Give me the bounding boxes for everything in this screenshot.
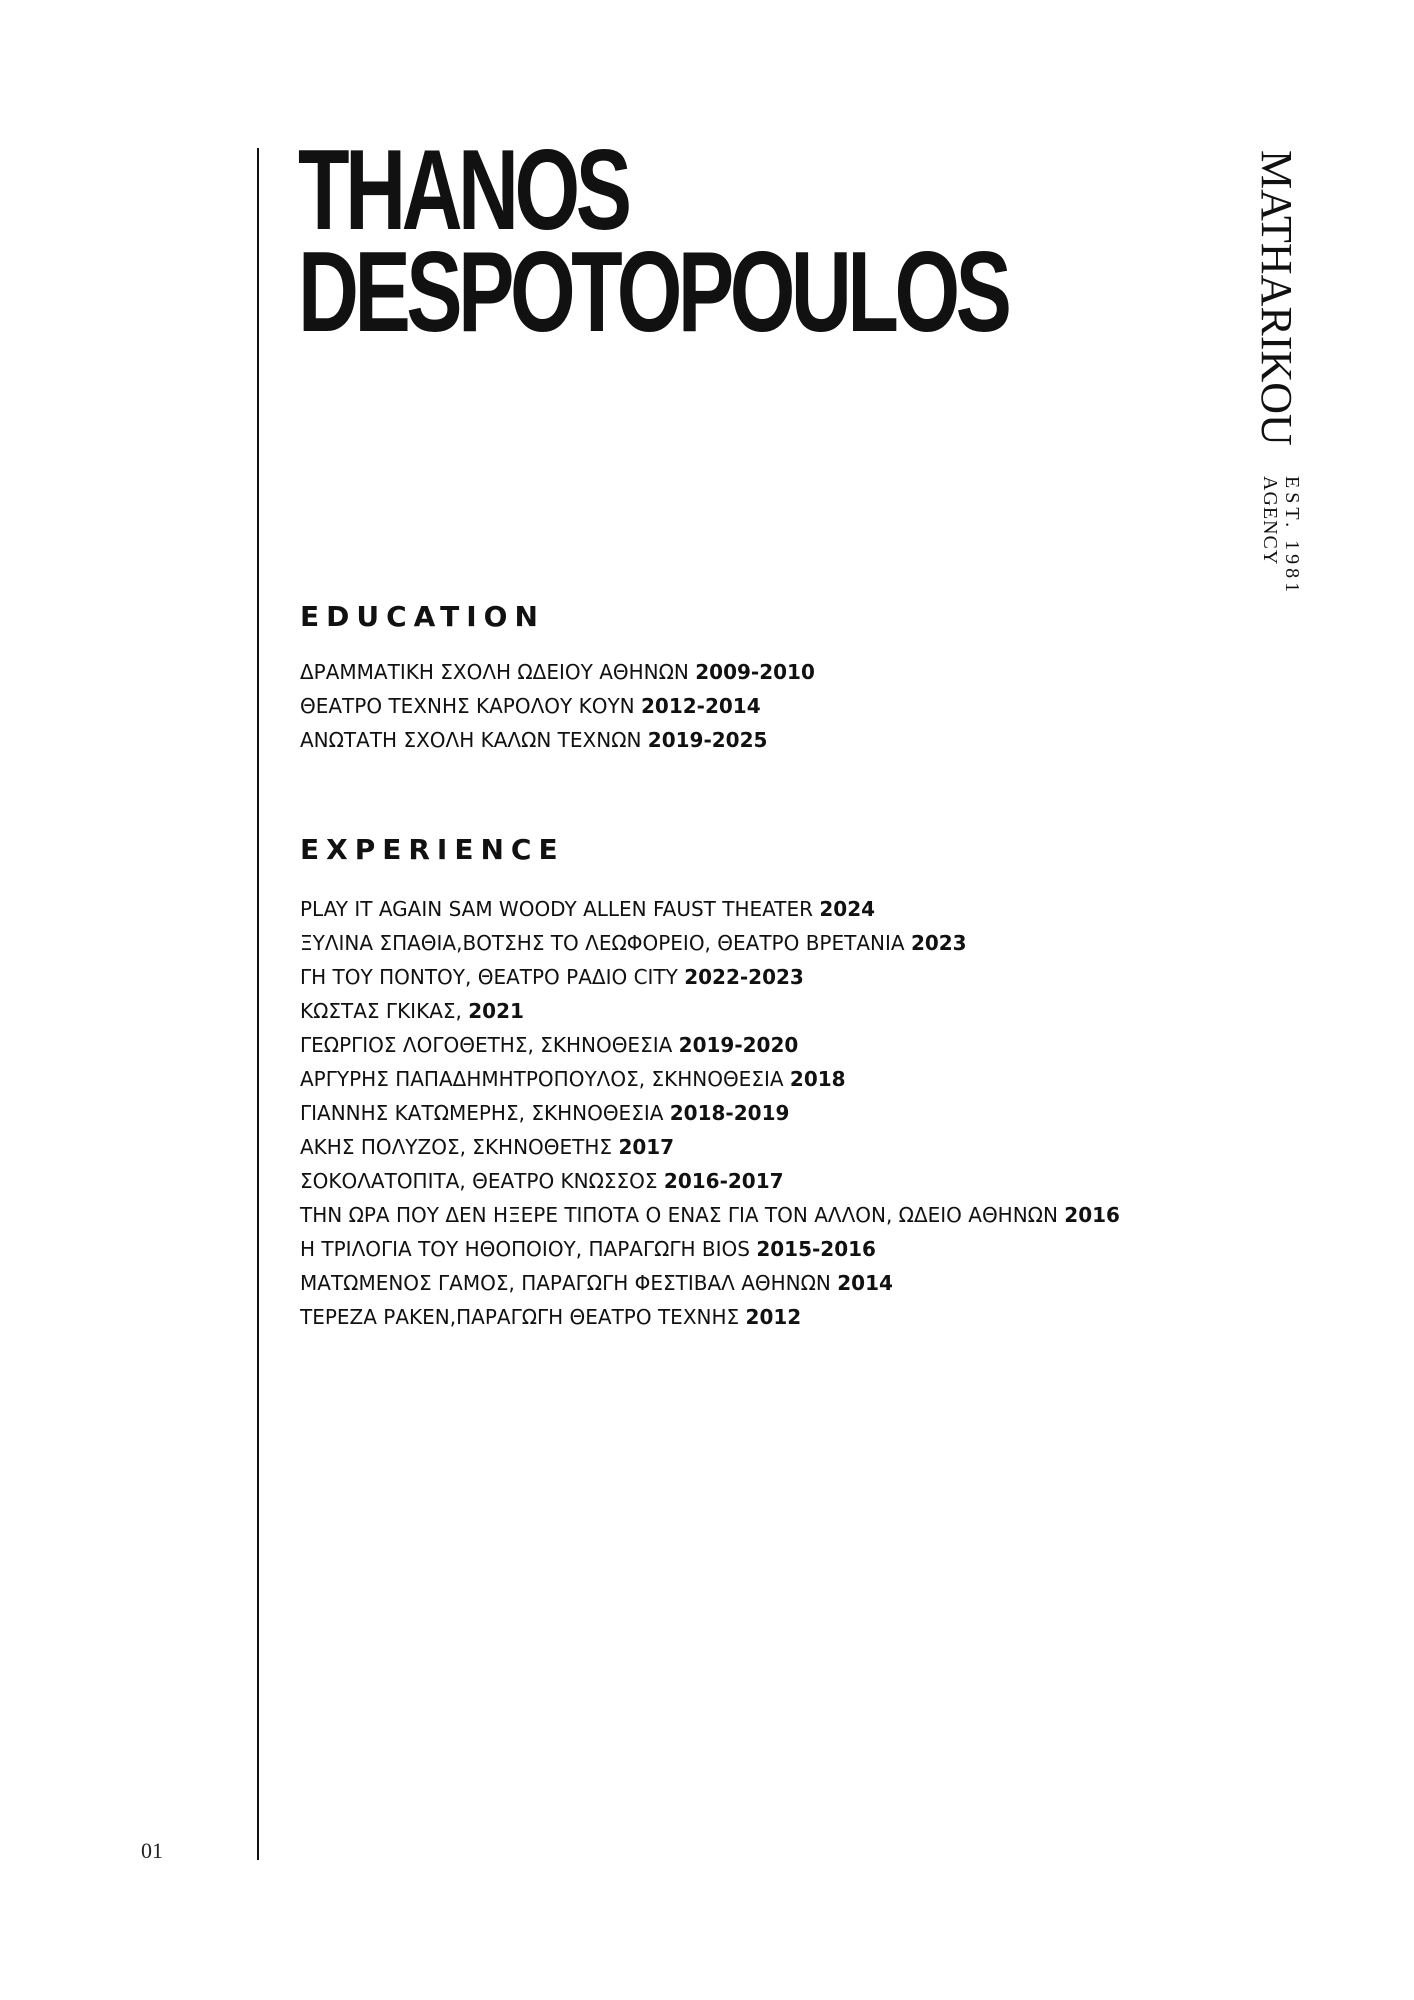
- experience-item-year: 2012: [745, 1305, 802, 1329]
- experience-item-text: ΤΗΝ ΩΡΑ ΠΟΥ ΔΕΝ ΗΞΕΡΕ ΤΙΠΟΤΑ Ο ΕΝΑΣ ΓΙΑ ΤΟΝ ΑΛΛΟΝ, ΩΔΕΙΟ ΑΘΗΝΩΝ: [300, 1203, 1065, 1227]
- experience-item: [300, 1232, 1120, 1266]
- experience-item-text: ΞΥΛΙΝΑ ΣΠΑΘΙΑ,ΒΟΤΣΗΣ ΤΟ ΛΕΩΦΟΡΕΙΟ, ΘΕΑΤΡΟ ΒΡΕΤΑΝΙΑ: [300, 931, 911, 955]
- experience-item-text: ΑΚΗΣ ΠΟΛΥΖΟΣ, ΣΚΗΝΟΘΕΤΗΣ: [300, 1135, 619, 1159]
- experience-item-year: 2017: [618, 1135, 675, 1159]
- education-title: EDUCATION: [300, 600, 545, 633]
- experience-item: [300, 1062, 1120, 1096]
- experience-item-text: ΤΕΡΕΖΑ ΡΑΚΕΝ,ΠΑΡΑΓΩΓΗ ΘΕΑΤΡΟ ΤΕΧΝΗΣ: [300, 1305, 746, 1329]
- experience-item-text: PLAY IT AGAIN SAM WOODY ALLEN FAUST THEATER: [300, 897, 820, 921]
- experience-item: [300, 892, 1120, 926]
- experience-item-year: 2016-2017: [663, 1169, 784, 1193]
- last-name: DESPOTOPOULOS: [298, 229, 1008, 356]
- experience-item-year: 2015-2016: [756, 1237, 876, 1261]
- experience-item-text: ΓΕΩΡΓΙΟΣ ΛΟΓΟΘΕΤΗΣ, ΣΚΗΝΟΘΕΣΙΑ: [300, 1033, 679, 1057]
- experience-item-year: 2021: [468, 999, 524, 1023]
- experience-item: [300, 1096, 1120, 1130]
- experience-item-year: 2018: [789, 1067, 846, 1091]
- education-item: [300, 723, 815, 757]
- experience-item: [300, 960, 1120, 994]
- experience-item: [300, 1300, 1120, 1334]
- experience-item: [300, 1028, 1120, 1062]
- experience-item-year: 2023: [910, 931, 967, 955]
- experience-item-text: ΑΡΓΥΡΗΣ ΠΑΠΑΔΗΜΗΤΡΟΠΟΥΛΟΣ, ΣΚΗΝΟΘΕΣΙΑ: [300, 1067, 790, 1091]
- experience-item-text: ΓΙΑΝΝΗΣ ΚΑΤΩΜΕΡΗΣ, ΣΚΗΝΟΘΕΣΙΑ: [300, 1101, 670, 1125]
- experience-title: EXPERIENCE: [300, 833, 565, 866]
- experience-item-text: Η ΤΡΙΛΟΓΙΑ ΤΟΥ ΗΘΟΠΟΙΟΥ, ΠΑΡΑΓΩΓΗ BIOS: [300, 1237, 757, 1261]
- education-list: [300, 655, 815, 757]
- experience-item-text: ΣΟΚΟΛΑΤΟΠΙΤΑ, ΘΕΑΤΡΟ ΚΝΩΣΣΟΣ: [300, 1169, 664, 1193]
- agency-name: MATHARIKOU: [1252, 150, 1301, 446]
- education-item-year: 2012-2014: [640, 694, 761, 718]
- first-name: THANOS: [298, 127, 628, 254]
- experience-item-year: 2022-2023: [684, 965, 804, 989]
- education-item: [300, 655, 815, 689]
- vertical-divider: [257, 148, 259, 1860]
- experience-item-year: 2018-2019: [669, 1101, 790, 1125]
- experience-item: [300, 1266, 1120, 1300]
- experience-item-year: 2024: [819, 897, 876, 921]
- experience-item: [300, 1198, 1120, 1232]
- person-name: [298, 127, 1008, 356]
- experience-list: [300, 892, 1120, 1334]
- education-item: [300, 689, 815, 723]
- experience-item: [300, 926, 1120, 960]
- agency-est: EST. 1981: [1281, 476, 1303, 597]
- experience-item: [300, 1130, 1120, 1164]
- experience-item-text: ΓΗ ΤΟΥ ΠΟΝΤΟΥ, ΘΕΑΤΡΟ ΡΑΔΙΟ CITY: [300, 965, 685, 989]
- experience-item: [300, 1164, 1120, 1198]
- experience-item-text: ΜΑΤΩΜΕΝΟΣ ΓΑΜΟΣ, ΠΑΡΑΓΩΓΗ ΦΕΣΤΙΒΑΛ ΑΘΗΝΩΝ: [300, 1271, 838, 1295]
- page-number: 01: [141, 1838, 163, 1863]
- education-item-text: ΔΡΑΜΜΑΤΙΚΗ ΣΧΟΛΗ ΩΔΕΙΟΥ ΑΘΗΝΩΝ: [300, 660, 696, 684]
- agency-sub: AGENCY: [1259, 476, 1281, 566]
- education-item-year: 2009-2010: [695, 660, 815, 684]
- experience-item-year: 2019-2020: [678, 1033, 799, 1057]
- experience-item-year: 2016: [1064, 1203, 1120, 1227]
- experience-item-year: 2014: [837, 1271, 893, 1295]
- agency-logo: [1252, 150, 1322, 597]
- experience-item-text: ΚΩΣΤΑΣ ΓΚΙΚΑΣ,: [300, 999, 469, 1023]
- education-item-text: ΘΕΑΤΡΟ ΤΕΧΝΗΣ ΚΑΡΟΛΟΥ ΚΟΥΝ: [300, 694, 641, 718]
- education-item-year: 2019-2025: [647, 728, 768, 752]
- experience-item: [300, 994, 1120, 1028]
- education-item-text: ΑΝΩΤΑΤΗ ΣΧΟΛΗ ΚΑΛΩΝ ΤΕΧΝΩΝ: [300, 728, 648, 752]
